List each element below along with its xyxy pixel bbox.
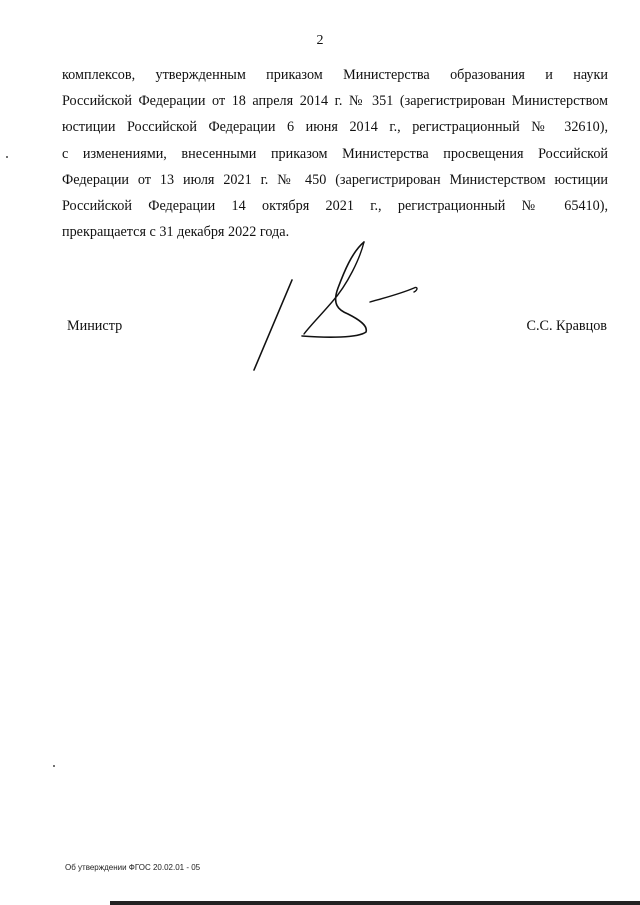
body-line-2: Российской Федерации от 18 апреля 2014 г. № 351 (зарегистрирован Министерством — [62, 93, 608, 110]
scan-speck — [6, 156, 8, 158]
scan-bottom-edge — [110, 901, 640, 905]
signatory-name: С.С. Кравцов — [526, 318, 607, 334]
handwritten-signature — [248, 238, 428, 378]
body-line-3: юстиции Российской Федерации 6 июня 2014 г., регистрационный № 32610), — [62, 119, 608, 136]
signatory-title: Министр — [67, 318, 123, 334]
body-line-6: Российской Федерации 14 октября 2021 г., регистрационный № 65410), — [62, 198, 608, 215]
body-line-1: комплексов, утвержденным приказом Министерства образования и науки — [62, 67, 608, 83]
body-paragraph — [62, 62, 608, 245]
body-line-4: с изменениями, внесенными приказом Министерства просвещения Российской — [62, 145, 608, 162]
footer-note: Об утверждении ФГОС 20.02.01 - 05 — [65, 863, 201, 872]
body-line-7: прекращается с 31 декабря 2022 года. — [62, 224, 290, 241]
body-line-5: Федерации от 13 июля 2021 г. № 450 (зарегистрирован Министерством юстиции — [62, 171, 608, 188]
page-number: 2 — [316, 33, 324, 48]
scan-speck — [53, 765, 55, 767]
